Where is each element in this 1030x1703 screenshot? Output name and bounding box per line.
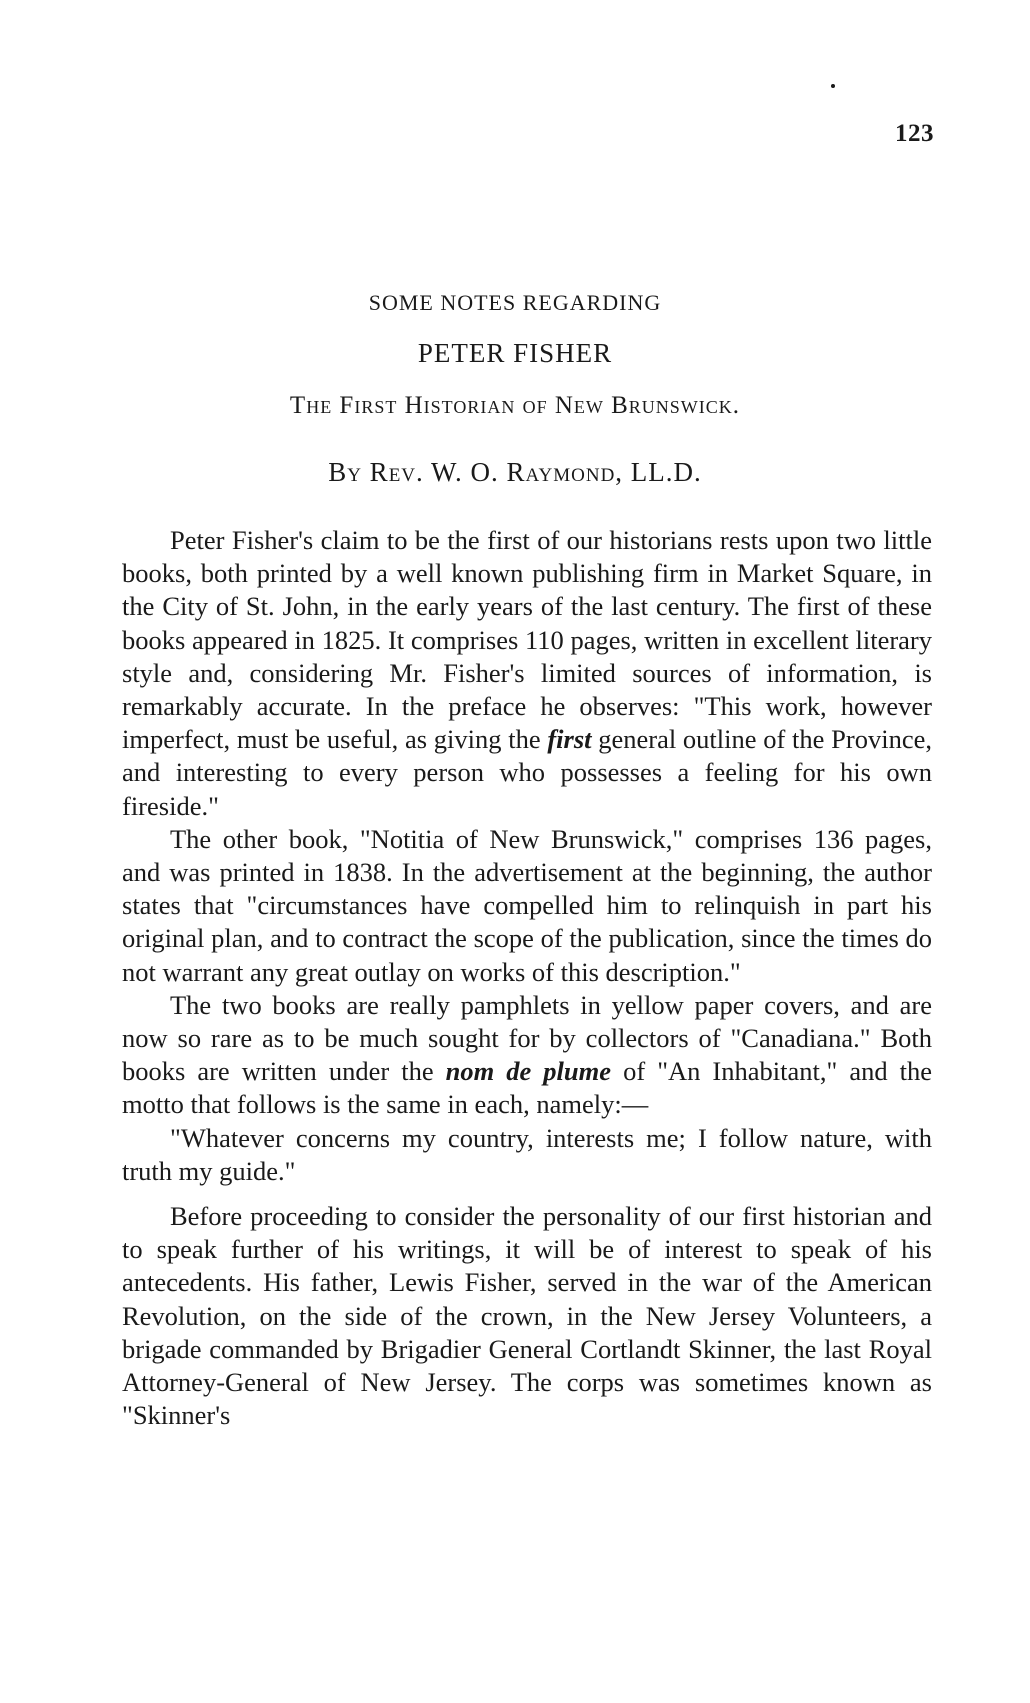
article-body <box>122 524 932 1432</box>
over-title: SOME NOTES REGARDING <box>368 290 662 315</box>
emphasis-text: first <box>547 724 592 755</box>
article-title: PETER FISHER <box>417 338 613 368</box>
paragraph <box>122 989 932 1122</box>
author-byline: By Rev. W. O. Raymond, LL.D. <box>328 457 702 487</box>
paragraph-text: of "An Inhabitant," and the motto that follows is the same in each, namely:— <box>122 1056 933 1120</box>
motto-quote: "Whatever concerns my country, interests me; I follow nature, with truth my guide." <box>122 1122 932 1186</box>
paragraph-text: Peter Fisher's claim to be the first of our historians rests upon two little books, both printed by a well known publishing firm in Market Square, in the City of St. John, in the early years of the last century. The first of these books appeared in 1825. It comprises 110 pages, written in excellent literary style and, considering Mr. Fisher's limited sources of information, is remarkably accurate. In the preface he observes: "This work, however imperfect, must be useful, as giving the <box>122 525 932 755</box>
ink-speck <box>831 84 835 88</box>
emphasis-text: nom de plume <box>445 1056 612 1087</box>
paragraph: Before proceeding to consider the personality of our first historian and to speak further of his writings, it will be of interest to speak of his antecedents. His father, Lewis Fisher, served in the war of the American Revolution, on the side of the crown, in the New Jersey Volunteers, a brigade commanded by Brigadier General Cortlandt Skinner, the last Royal Attorney-General of New Jersey. The corps was sometimes known as "Skinner's <box>122 1201 932 1431</box>
paragraph: The other book, "Notitia of New Brunswick," comprises 136 pages, and was printed in 1838. In the advertisement at the beginning, the author states that "circumstances have compelled him to relinquish in part his original plan, and to contract the scope of the publication, since the times do not warrant any great outlay on works of this description." <box>122 823 932 987</box>
paragraph-text: general outline of the Province, and interesting to every person who possesses a feeling for his own fireside." <box>122 724 932 821</box>
article-subtitle: The First Historian of New Brunswick. <box>289 392 741 419</box>
page-number: 123 <box>895 120 934 147</box>
paragraph <box>122 524 932 823</box>
paragraph-text: The two books are really pamphlets in yellow paper covers, and are now so rare as to be much sought for by collectors of "Canadiana." Both books are written under the <box>122 989 932 1087</box>
